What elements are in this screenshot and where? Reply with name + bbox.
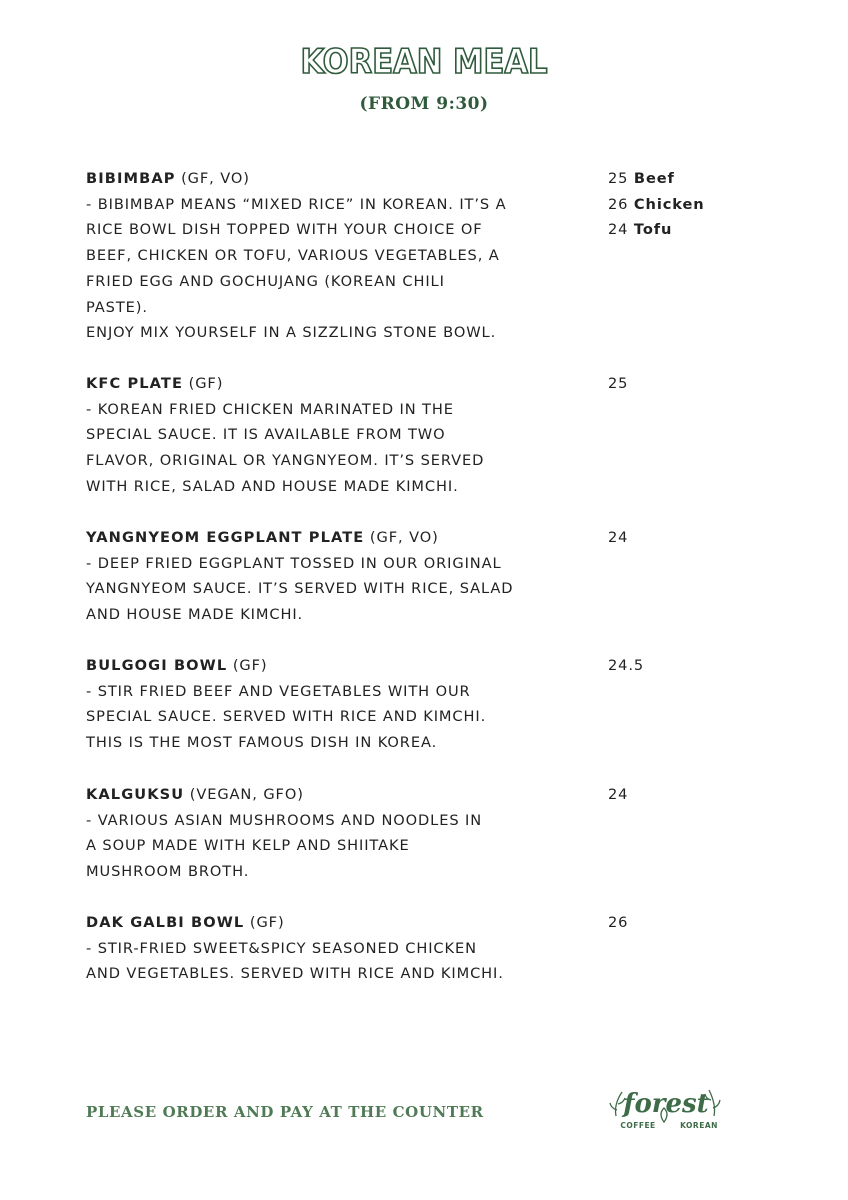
menu-item-kfc-plate — [86, 371, 726, 500]
item-tags: (VEGAN, GFO) — [184, 786, 304, 803]
menu-item-bulgogi-bowl — [86, 653, 726, 756]
item-name: YANGNYEOM EGGPLANT PLATE — [86, 529, 365, 546]
item-price-column — [608, 910, 628, 936]
item-tags: (GF, VO) — [175, 170, 250, 187]
menu-item-bibimbap — [86, 166, 726, 346]
item-desc-line: - VARIOUS ASIAN MUSHROOMS AND NOODLES IN — [86, 811, 483, 829]
item-desc-line: - DEEP FRIED EGGPLANT TOSSED IN OUR ORIGINAL — [86, 554, 502, 572]
item-desc-line: BEEF, CHICKEN OR TOFU, VARIOUS VEGETABLES, A — [86, 247, 500, 265]
menu-item-kalguksu — [86, 782, 726, 885]
item-name: BIBIMBAP — [86, 170, 176, 187]
item-price: 25 — [608, 375, 629, 392]
item-name: BULGOGI BOWL — [86, 657, 228, 674]
item-desc-line: SPECIAL SAUCE. IT IS AVAILABLE FROM TWO — [86, 426, 446, 444]
item-desc-line: - BIBIMBAP MEANS “MIXED RICE” IN KOREAN. IT’S A — [86, 195, 507, 213]
item-tags: (GF) — [183, 375, 224, 392]
item-desc-line: PASTE). — [86, 298, 148, 316]
item-price: 24.5 — [608, 657, 645, 674]
item-desc-line: ENJOY MIX YOURSELF IN A SIZZLING STONE BOWL. — [86, 324, 497, 342]
item-price-column — [608, 371, 628, 397]
menu-subtitle: (FROM 9:30) — [359, 94, 489, 114]
item-price-column — [608, 782, 628, 808]
item-desc-line: FLAVOR, ORIGINAL OR YANGNYEOM. IT’S SERVED — [86, 452, 485, 470]
item-desc-line: THIS IS THE MOST FAMOUS DISH IN KOREA. — [86, 734, 438, 752]
item-name: DAK GALBI BOWL — [86, 914, 245, 931]
item-price-column — [608, 653, 644, 679]
menu-item-dak-galbi-bowl — [86, 910, 726, 987]
item-desc-line: AND HOUSE MADE KIMCHI. — [86, 606, 304, 624]
item-tags: (GF, VO) — [364, 529, 439, 546]
item-price: 25 — [608, 170, 629, 187]
price-option-label: Beef — [633, 170, 675, 187]
item-desc-line: WITH RICE, SALAD AND HOUSE MADE KIMCHI. — [86, 477, 459, 495]
item-price-column — [608, 525, 628, 551]
item-desc-line: SPECIAL SAUCE. SERVED WITH RICE AND KIMCHI. — [86, 708, 487, 726]
item-desc-line: FRIED EGG AND GOCHUJANG (KOREAN CHILI — [86, 272, 445, 290]
price-option-label: Chicken — [633, 195, 705, 213]
forest-logo-graphic — [606, 1082, 726, 1134]
item-name: KALGUKSU — [86, 786, 185, 803]
item-desc-line: AND VEGETABLES. SERVED WITH RICE AND KIMCHI. — [86, 965, 504, 983]
item-desc-line: - KOREAN FRIED CHICKEN MARINATED IN THE — [86, 400, 454, 418]
item-price: 26 — [608, 195, 629, 213]
item-desc-line: - STIR-FRIED SWEET&SPICY SEASONED CHICKEN — [86, 939, 477, 957]
item-desc-line: MUSHROOM BROTH. — [86, 863, 250, 881]
forest-leaf-logo — [606, 1082, 726, 1134]
item-desc-line: A SOUP MADE WITH KELP AND SHIITAKE — [86, 837, 410, 855]
menu-title: KOREAN MEAL — [300, 42, 548, 82]
item-price: 26 — [608, 914, 629, 931]
logo-left-word: COFFEE — [620, 1121, 656, 1130]
item-desc-line: YANGNYEOM SAUCE. IT’S SERVED WITH RICE, SALAD — [86, 580, 514, 598]
logo-right-word: KOREAN — [680, 1121, 718, 1130]
item-price: 24 — [608, 786, 629, 803]
order-instructions: PLEASE ORDER AND PAY AT THE COUNTER — [86, 1103, 484, 1121]
item-price-column — [608, 166, 705, 243]
item-desc-line: RICE BOWL DISH TOPPED WITH YOUR CHOICE OF — [86, 221, 483, 239]
item-price: 24 — [608, 529, 629, 546]
price-option-label: Tofu — [633, 221, 673, 239]
item-tags: (GF) — [244, 914, 285, 931]
menu-item-yangnyeom-eggplant — [86, 525, 726, 628]
item-price: 24 — [608, 221, 629, 239]
item-desc-line: - STIR FRIED BEEF AND VEGETABLES WITH OUR — [86, 682, 471, 700]
item-tags: (GF) — [227, 657, 268, 674]
logo-brand-text: forest — [623, 1089, 709, 1119]
item-name: KFC PLATE — [86, 375, 184, 392]
